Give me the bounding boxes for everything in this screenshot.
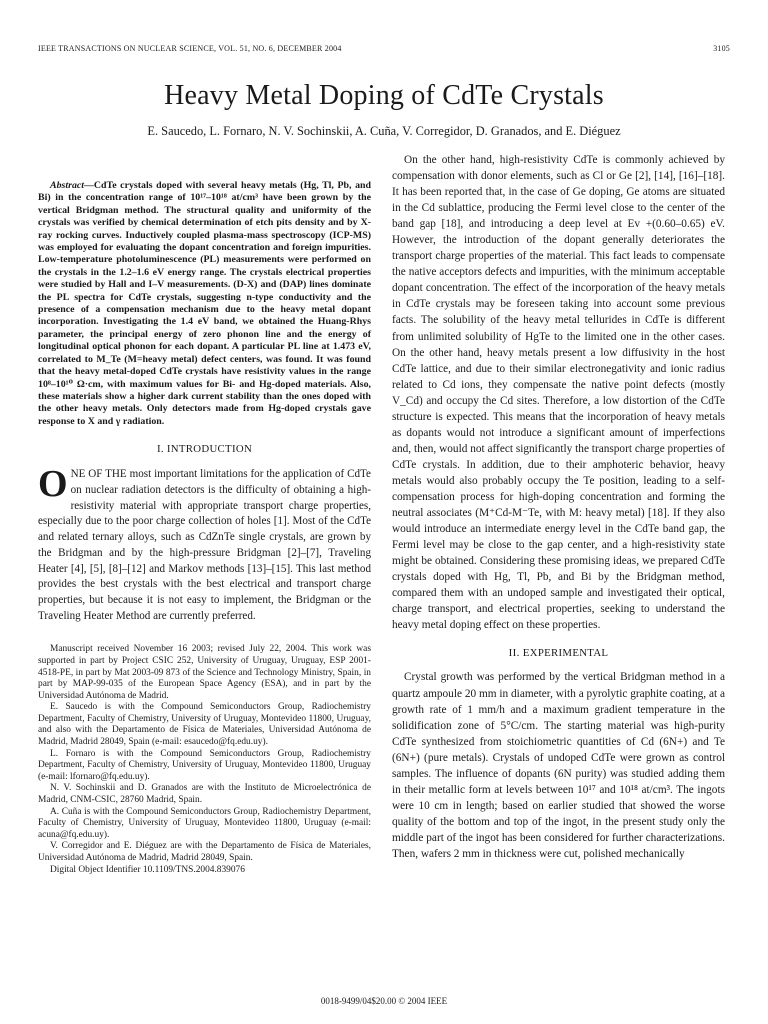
- footnotes: [38, 644, 371, 876]
- journal-name: IEEE TRANSACTIONS ON NUCLEAR SCIENCE, VOL. 51, NO. 6, DECEMBER 2004: [38, 44, 342, 53]
- paper-title: Heavy Metal Doping of CdTe Crystals: [164, 80, 604, 111]
- section-heading-experimental: II. EXPERIMENTAL: [508, 647, 609, 660]
- footnote-manuscript: Manuscript received November 16 2003; revised July 22, 2004. This work was supported in part by Project CSIC 252, University of Uruguay, Uruguay, ESP 2001-4518-PE, in part by Mat 2003-09 873 of the Science and Technology Ministry, Spain, in part by MAP-99-035 of the European Space Agency (ESA), and in part by the Universidad Autónoma de Madrid.: [38, 644, 371, 701]
- abstract-text: CdTe crystals doped with several heavy metals (Hg, Tl, Pb, and Bi) in the concentration range of 10¹⁷–10¹⁸ at/cm³ have been grown by the vertical Bridgman method. The structural quality and uniformity of the crystals was verified by chemical determination of etch pits density and by X-ray rocking curves. Inductively coupled plasma-mass spectroscopy (ICP-MS) was employed for evaluating the dopant concentration and foreign impurities. Low-temperature photoluminescence (PL) measurements were performed on the crystals in the 1.2–1.6 eV energy range. The crystals electrical properties were studied by Hall and I–V measurements. (D-X) and (DAP) lines dominate the PL spectra for CdTe crystals, suggesting n-type conductivity and the presence of a compensation mechanism due to the heavy metal dopant incorporation. Investigating the 1.4 eV band, we obtained the Huang-Rhys parameter, the principal energy of zero phonon line and the energy of longitudinal optical phonon for each dopant. A particular PL line at 1.473 eV, correlated to M_Te (M=heavy metal) defect centers, was found. It was found that the heavy metal-doped CdTe crystals have resistivity values in the range 10⁸–10¹⁰ Ω·cm, with maximum values for Bi- and Hg-doped materials. Also, these materials show a higher dark current stability than the ones doped with the other heavy metals. Only detectors made from Hg-doped crystals gave response to X and γ radiation.: [38, 180, 371, 427]
- copyright-footer: 0018-9499/04$20.00 © 2004 IEEE: [320, 996, 448, 1006]
- section-heading-introduction: I. INTRODUCTION: [156, 443, 253, 456]
- right-column: [392, 152, 725, 862]
- left-column: [38, 180, 371, 876]
- body-paragraph: On the other hand, high-resistivity CdTe is commonly achieved by compensation with donor elements, such as Cl or Ge [2], [14], [16]–[18]. It has been reported that, in the case of Ge doping, Ge atoms are situated in the Cd sublattice, producing the Fermi level close to the center of the band gap [18], and introducing a deep level at Ev +(0.60–0.65) eV. However, the introduction of the dopant generally deteriorates the transport charge properties of the material. This fact leads to compensate the native acceptors defects and impurities, with the minimum acceptable dopant concentration. The effect of the incorporation of the heavy metals in CdTe crystals may be foreseen taking into account some previous facts. The solubility of the heavy metal tellurides in CdTe is different from unlimited solubility of HgTe to the limited one in the other cases. On the other hand, heavy metals present a low diffusivity in the host CdTe lattice, and due to their similar electronegativity and ionic radius related to Cd ions, they compensate the native point defects (mostly V_Cd) and occupy the Cd sites. Therefore, a low distortion of the CdTe structure is expected. This means that the incorporation of heavy metals as dopants would not introduce a significant amount of imperfections and, then, would not affect significantly the transport charge properties of CdTe crystals. In addition, due to their amphoteric behavior, heavy metals would also probably occupy the Te position, leading to a self-compensation process for high-doping concentration and forming the neutral associates (M⁺Cd-M⁻Te, with M: heavy metal) [18]. If they also would introduce an intermediate energy level in the CdTe band gap, the Fermi level may be close to the gap center, and a high-resistivity state might be obtained. Considering these promising ideas, we prepared CdTe crystals doped with Hg, Tl, Pb, and Bi by the Bridgman method, compared them with an undoped sample and investigated their optical, charge transport, and electrical properties, seeking to understand the heavy metal doping effect on these properties.: [392, 154, 725, 632]
- author-list: E. Saucedo, L. Fornaro, N. V. Sochinskii, A. Cuña, V. Corregidor, D. Granados, and E. Diéguez: [147, 124, 621, 138]
- footnote-doi: Digital Object Identifier 10.1109/TNS.2004.839076: [50, 864, 245, 875]
- footnote-affiliation: A. Cuña is with the Compound Semiconductors Group, Radiochemistry Department, Faculty of Chemistry, University of Uruguay, Montevideo 11800, Uruguay (e-mail: acuna@fq.edu.uy).: [38, 806, 371, 840]
- intro-lead: NE OF THE: [70, 468, 127, 481]
- footnote-affiliation: N. V. Sochinskii and D. Granados are with the Instituto de Microelectrónica de Madrid, CNM-CSIC, 28760 Madrid, Spain.: [38, 783, 371, 806]
- drop-cap: O: [38, 463, 68, 506]
- introduction-paragraph: [38, 463, 371, 624]
- body-paragraph: Crystal growth was performed by the vertical Bridgman method in a quartz ampoule 20 mm in diameter, with a pyrolytic graphite coating, at a growth rate of 1 mm/h and a maximum gradient temperature in the solidification zone of 5°C/cm. The starting material was high-purity CdTe synthesized from stoichiometric quantities of Cd (6N+) and Te (6N+) (pure metals). Crystals of undoped CdTe were grown as control samples. The influence of dopants (6N purity) was studied adding them in their metallic form at levels between 10¹⁷ and 10¹⁸ at/cm³. The ingots were 10 cm in length; based on earlier studied that showed the worse quality of the bottom and top of the ingot, in the present study only the middle part of the ingot has been considered for further characterizations. Then, wafers 2 mm in thickness were cut, polished mechanically: [392, 671, 725, 860]
- page-number: 3105: [713, 44, 730, 53]
- footnote-affiliation: E. Saucedo is with the Compound Semiconductors Group, Radiochemistry Department, Faculty of Chemistry, University of Uruguay, Montevideo 11800, Uruguay, and also with the Departamento de Física de Materiales, Universidad Autónoma de Madrid, Madrid 28049, Spain (e-mail: esaucedo@fq.edu.uy).: [38, 702, 371, 748]
- abstract: [38, 180, 371, 428]
- footnote-affiliation: L. Fornaro is with the Compound Semiconductors Group, Radiochemistry Department, Faculty of Chemistry, University of Uruguay, Montevideo 11800, Uruguay (e-mail: lfornaro@fq.edu.uy).: [38, 748, 371, 782]
- footnote-affiliation: V. Corregidor and E. Diéguez are with the Departamento de Física de Materiales, Universidad Autónoma de Madrid, Madrid 28049, Spain.: [38, 841, 371, 863]
- abstract-label: Abstract—: [50, 180, 94, 191]
- intro-text: most important limitations for the application of CdTe on nuclear radiation detectors is the difficulty of obtaining a high-resistivity material with appropriate transport charge properties, especially due to the poor charge collection of holes [1]. Most of the CdTe and related ternary alloys, such as CdZnTe single crystals, are grown by the Bridgman and by the high-pressure Bridgman [2]–[7], Traveling Heater [4], [5], [8]–[12] and Markov methods [13]–[15]. This last method provides the best crystals with the best electrical and transport charge properties, but because it is not easy to implement, the Bridgman or the Traveling Heater Method are currently preferred.: [38, 468, 371, 622]
